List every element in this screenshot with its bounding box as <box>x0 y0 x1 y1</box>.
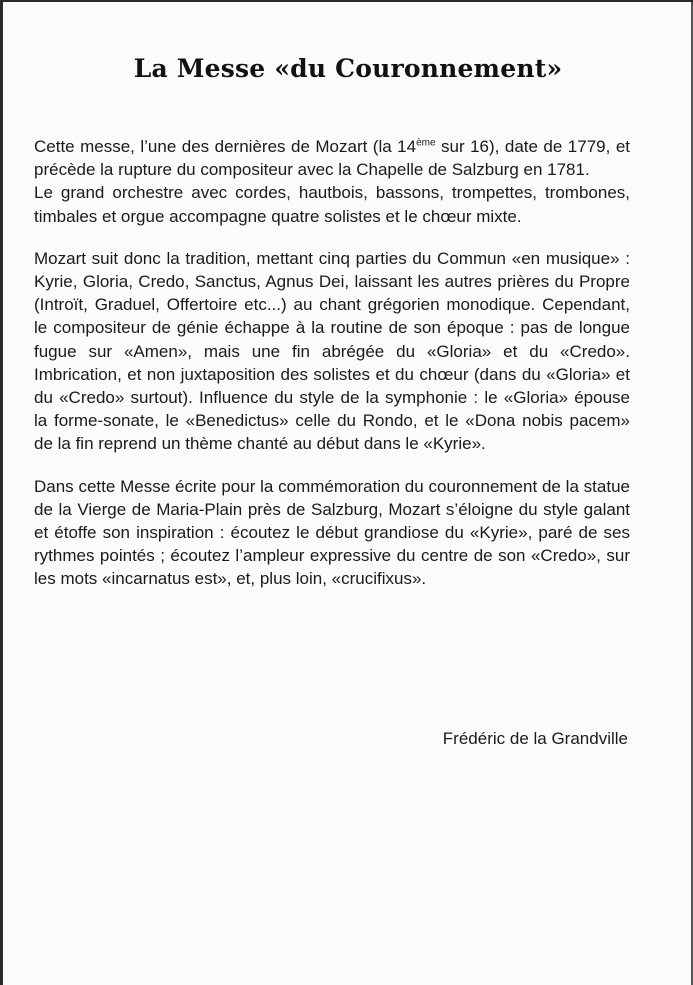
paragraph-1-line-2: Le grand orchestre avec cordes, hautbois, bassons, trompettes, trombones, timbales et orgue accompagne quatre solistes et le chœur mixte. <box>34 183 630 226</box>
paragraph-1-text-a: Cette messe, l’une des dernières de Mozart (la 14 <box>34 137 417 156</box>
article-body <box>34 135 630 610</box>
paragraph-1-text-b: sur 16), date de 1779, et précède la rupture du compositeur avec la Chapelle de Salzburg en 1781. <box>34 137 630 180</box>
page-title: La Messe «du Couronnement» <box>133 54 563 83</box>
paragraph-2: Mozart suit donc la tradition, mettant cinq parties du Commun «en musique» : Kyrie, Gloria, Credo, Sanctus, Agnus Dei, laissant les autres prières du Propre (Introït, Graduel, Offertoire etc...) au chant grégorien monodique. Cependant, le compositeur de génie échappe à la routine de son époque : pas de longue fugue sur «Amen», mais une fin abrégée du «Gloria» et du «Credo». Imbrication, et non juxtaposition des solistes et du chœur (dans du «Gloria» et du «Credo» surtout). Influence du style de la symphonie : le «Gloria» épouse la forme-sonate, le «Benedictus» celle du Rondo, et le «Dona nobis pacem» de la fin reprend un thème chanté au début dans le «Kyrie». <box>34 248 630 454</box>
paragraph-3: Dans cette Messe écrite pour la commémoration du couronnement de la statue de la Vierge de Maria-Plain près de Salzburg, Mozart s’éloigne du style galant et étoffe son inspiration : écoutez le début grandiose du «Kyrie», paré de ses rythmes pointés ; écoutez l’ampleur expressive du centre de son «Credo», sur les mots «incarnatus est», et, plus loin, «crucifixus». <box>34 476 630 589</box>
author-signature: Frédéric de la Grandville <box>442 729 628 748</box>
paragraph-1 <box>34 135 630 228</box>
paragraph-1-superscript: ème <box>416 137 436 149</box>
